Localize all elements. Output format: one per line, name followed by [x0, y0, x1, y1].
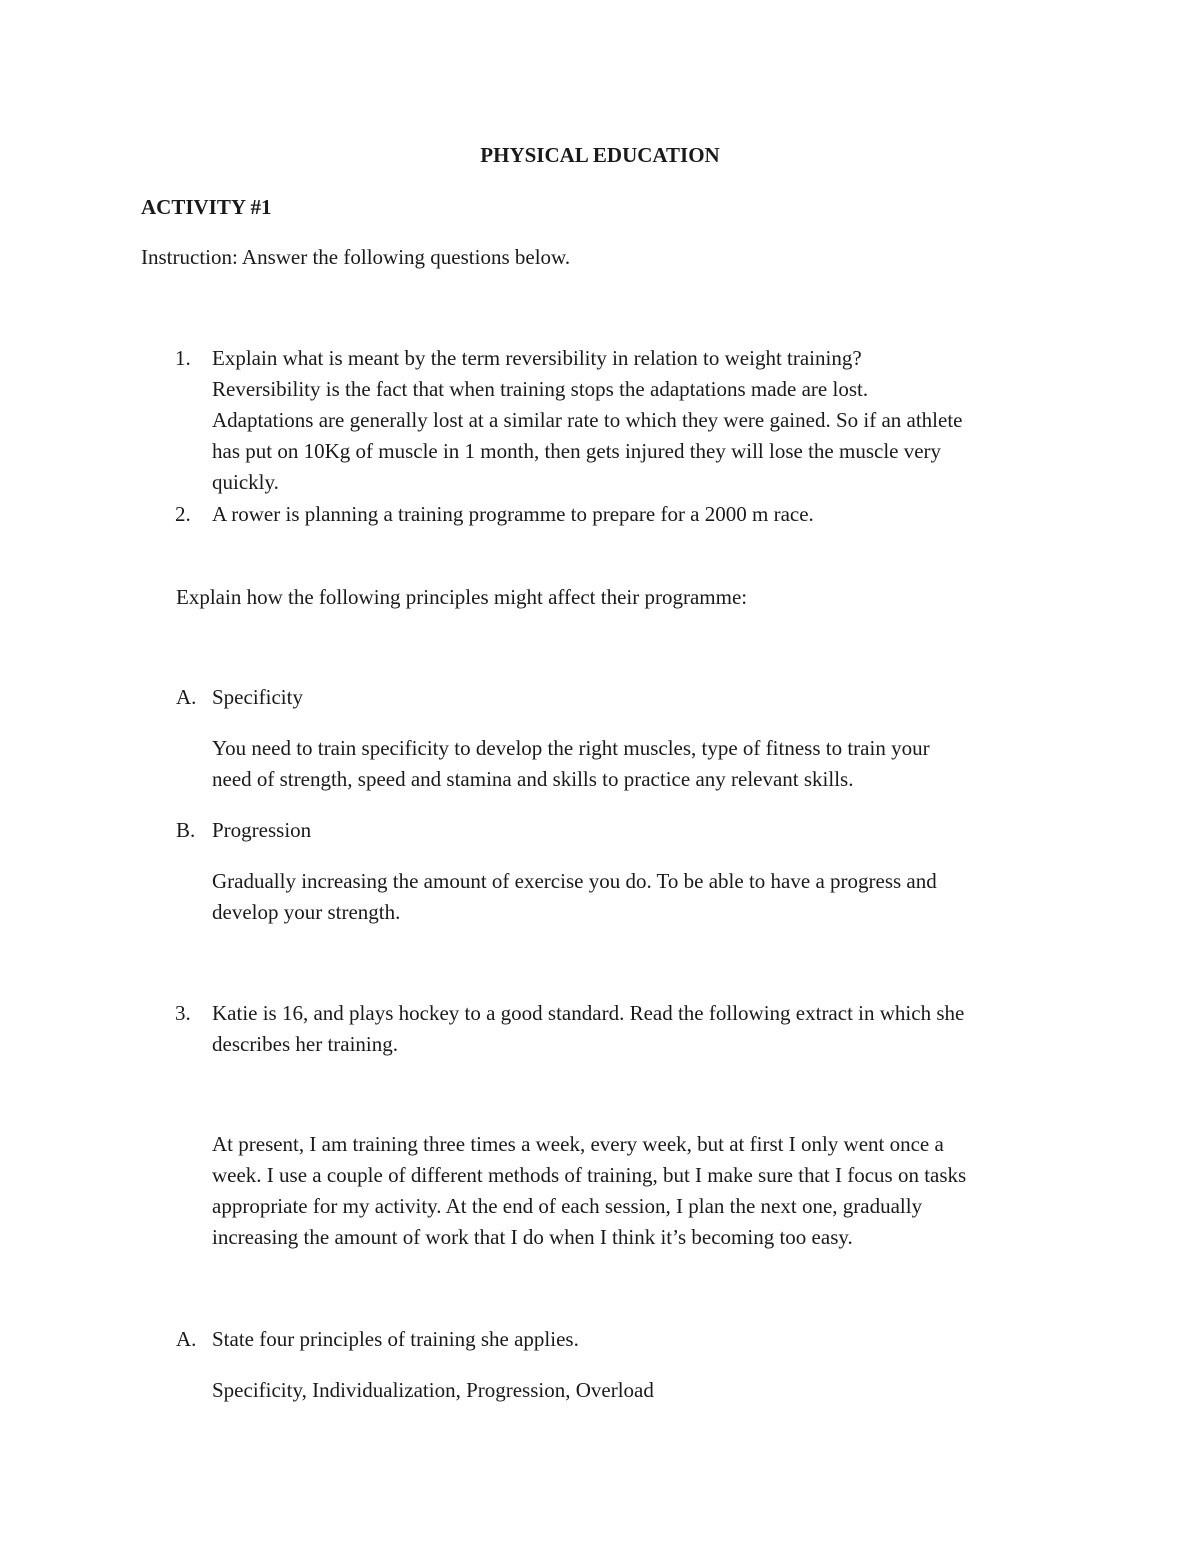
answer-line: need of strength, speed and stamina and skills to practice any relevant skills.: [212, 767, 854, 791]
question-number: 3.: [175, 1001, 191, 1025]
question-text: Katie is 16, and plays hockey to a good standard. Read the following extract in which she: [212, 1001, 965, 1025]
extract-line: week. I use a couple of different methods of training, but I make sure that I focus on tasks: [212, 1163, 967, 1187]
answer-line: Adaptations are generally lost at a similar rate to which they were gained. So if an athlete: [212, 408, 963, 432]
item-letter: A.: [176, 685, 197, 709]
item-letter: A.: [176, 1327, 197, 1351]
item-letter: B.: [176, 818, 196, 842]
question-text: A rower is planning a training programme to prepare for a 2000 m race.: [212, 502, 814, 526]
item-label: State four principles of training she applies.: [212, 1327, 579, 1351]
answer-line: Specificity, Individualization, Progression, Overload: [212, 1378, 654, 1402]
extract-line: increasing the amount of work that I do when I think it’s becoming too easy.: [212, 1225, 853, 1249]
question-number: 1.: [175, 346, 191, 370]
answer-line: You need to train specificity to develop the right muscles, type of fitness to train your: [212, 736, 930, 760]
question-text: Explain what is meant by the term reversibility in relation to weight training?: [212, 346, 862, 370]
page-title: PHYSICAL EDUCATION: [480, 143, 720, 167]
activity-heading: ACTIVITY #1: [141, 195, 272, 219]
extract-line: At present, I am training three times a week, every week, but at first I only went once a: [212, 1132, 944, 1156]
answer-line: Reversibility is the fact that when training stops the adaptations made are lost.: [212, 377, 869, 401]
answer-line: develop your strength.: [212, 900, 401, 924]
question-text: describes her training.: [212, 1032, 399, 1056]
item-label: Specificity: [212, 685, 303, 709]
item-label: Progression: [212, 818, 312, 842]
question-number: 2.: [175, 502, 191, 526]
instruction-text: Instruction: Answer the following questions below.: [141, 245, 571, 269]
answer-line: quickly.: [212, 470, 279, 494]
answer-line: has put on 10Kg of muscle in 1 month, then gets injured they will lose the muscle very: [212, 439, 942, 463]
answer-line: Gradually increasing the amount of exercise you do. To be able to have a progress and: [212, 869, 937, 893]
question-prompt: Explain how the following principles might affect their programme:: [176, 585, 748, 609]
extract-line: appropriate for my activity. At the end of each session, I plan the next one, gradually: [212, 1194, 923, 1218]
